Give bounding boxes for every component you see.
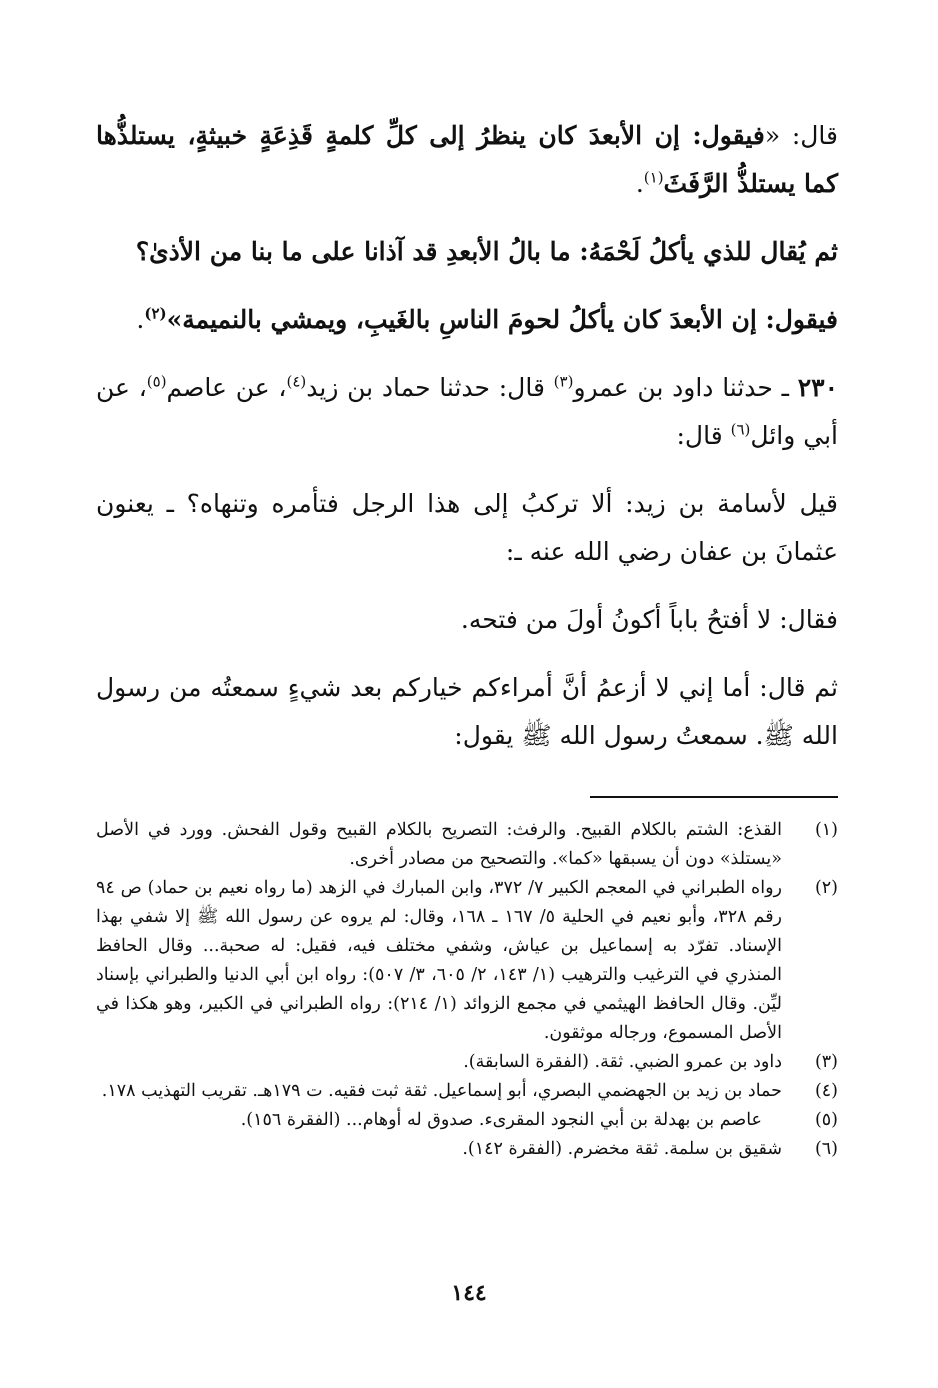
- paragraph-6: فقال: لا أفتحُ باباً أكونُ أولَ من فتحه.: [460, 605, 838, 634]
- footnote-mark: (٥): [814, 1110, 838, 1130]
- footnote-ref-2[interactable]: (٢): [144, 304, 167, 323]
- footnote-mark: (١): [814, 820, 838, 840]
- footnote-4: [96, 1077, 838, 1106]
- footnote-divider: [590, 796, 838, 798]
- page-number: ١٤٤: [451, 1280, 487, 1306]
- footnote-text: القذع: الشتم بالكلام القبيح. والرفث: التصريح بالكلام القبيح وقول الفحش. وورد في الأصل «يستلذ» دون أن يسبقها «كما». والتصحيح من مصادر أخرى.: [96, 820, 782, 869]
- footnote-3: [96, 1048, 838, 1077]
- footnote-mark: (٦): [814, 1139, 838, 1159]
- footnote-ref-5[interactable]: (٥): [146, 372, 167, 391]
- isnad-part-4: ، عن أبي وائل: [96, 373, 838, 450]
- paragraph-5: قيل لأسامة بن زيد: ألا تركبُ إلى هذا الرجل فتأمره وتنهاه؟ ـ يعنون عثمانَ بن عفان رضي الله عنه ـ:: [96, 489, 838, 566]
- paragraph-3-text: فيقول: إن الأبعدَ كان يأكلُ لحومَ الناسِ بالغَيبِ، ويمشي بالنميمة»: [166, 305, 838, 334]
- paragraph-1-end: .: [635, 169, 644, 198]
- footnote-mark: (٤): [814, 1081, 838, 1101]
- footnote-1: [96, 816, 838, 874]
- footnote-ref-1[interactable]: (١): [643, 168, 664, 187]
- main-text: [96, 112, 838, 760]
- footnote-text: حماد بن زيد بن الجهضمي البصري، أبو إسماعيل. ثقة ثبت فقيه. ت ١٧٩هـ. تقريب التهذيب ١٧٨.: [101, 1081, 782, 1101]
- footnote-text: رواه الطبراني في المعجم الكبير ٧/ ٣٧٢، وابن المبارك في الزهد (ما رواه نعيم بن حماد) ص ٩٤ رقم ٣٢٨، وأبو نعيم في الحلية ٥/ ١٦٧ ـ ١٦٨، وقال: لم يروه عن رسول الله ﷺ إلا شفي بهذا الإسناد. تفرّد به إسماعيل بن عياش، وشفي مختلف فيه، فقيل: له صحبة... وقال الحافظ المنذري في الترغيب والترهيب (١/ ١٤٣، ٢/ ٦٠٥، ٣/ ٥٠٧): رواه ابن أبي الدنيا والطبراني بإسناد ليِّن. وقال الحافظ الهيثمي في مجمع الزوائد (١/ ٢١٤): رواه الطبراني في الكبير، وهو هكذا في الأصل المسموع، ورجاله موثقون.: [96, 878, 783, 1043]
- paragraph-2: ثم يُقال للذي يأكلُ لَحْمَهُ: ما بالُ الأبعدِ قد آذانا على ما بنا من الأذىٰ؟: [135, 237, 838, 266]
- footnote-5: [96, 1106, 838, 1135]
- footnote-mark: (٣): [814, 1052, 838, 1072]
- footnote-ref-4[interactable]: (٤): [286, 372, 307, 391]
- isnad-part-3: ، عن عاصم: [166, 373, 287, 402]
- paragraph-3-end: .: [136, 305, 145, 334]
- footnote-mark: (٢): [814, 878, 838, 898]
- footnote-2: [96, 874, 838, 1048]
- isnad-part-5: قال:: [676, 421, 731, 450]
- paragraph-3: [96, 296, 838, 344]
- footnote-6: [96, 1135, 838, 1164]
- footnote-ref-6[interactable]: (٦): [730, 420, 751, 439]
- footnote-text: شقيق بن سلمة. ثقة مخضرم. (الفقرة ١٤٢).: [462, 1139, 782, 1159]
- paragraph-1-quote: فيقول: إن الأبعدَ كان ينظرُ إلى كلِّ كلمةٍ قَذِعَةٍ خبيثةٍ، يستلذُّها كما يستلذُّ الرَّفَثَ: [96, 121, 838, 198]
- footnote-text: داود بن عمرو الضبي. ثقة. (الفقرة السابقة).: [463, 1052, 782, 1072]
- isnad-part-2: قال: حدثنا حماد بن زيد: [306, 373, 554, 402]
- footnotes: [96, 816, 838, 1164]
- isnad-part-1: ـ حدثنا داود بن عمرو: [573, 373, 798, 402]
- footnote-ref-3[interactable]: (٣): [553, 372, 574, 391]
- paragraph-1-intro: قال: «: [764, 121, 838, 150]
- hadith-number: ٢٣٠: [797, 373, 839, 402]
- footnote-text: عاصم بن بهدلة بن أبي النجود المقرىء. صدوق له أوهام... (الفقرة ١٥٦).: [240, 1110, 762, 1130]
- paragraph-7: ثم قال: أما إني لا أزعمُ أنَّ أمراءكم خياركم بعد شيءٍ سمعتُه من رسول الله ﷺ. سمعتُ رسول الله ﷺ يقول:: [96, 673, 838, 750]
- hadith-230: [96, 364, 838, 460]
- paragraph-1: [96, 112, 838, 208]
